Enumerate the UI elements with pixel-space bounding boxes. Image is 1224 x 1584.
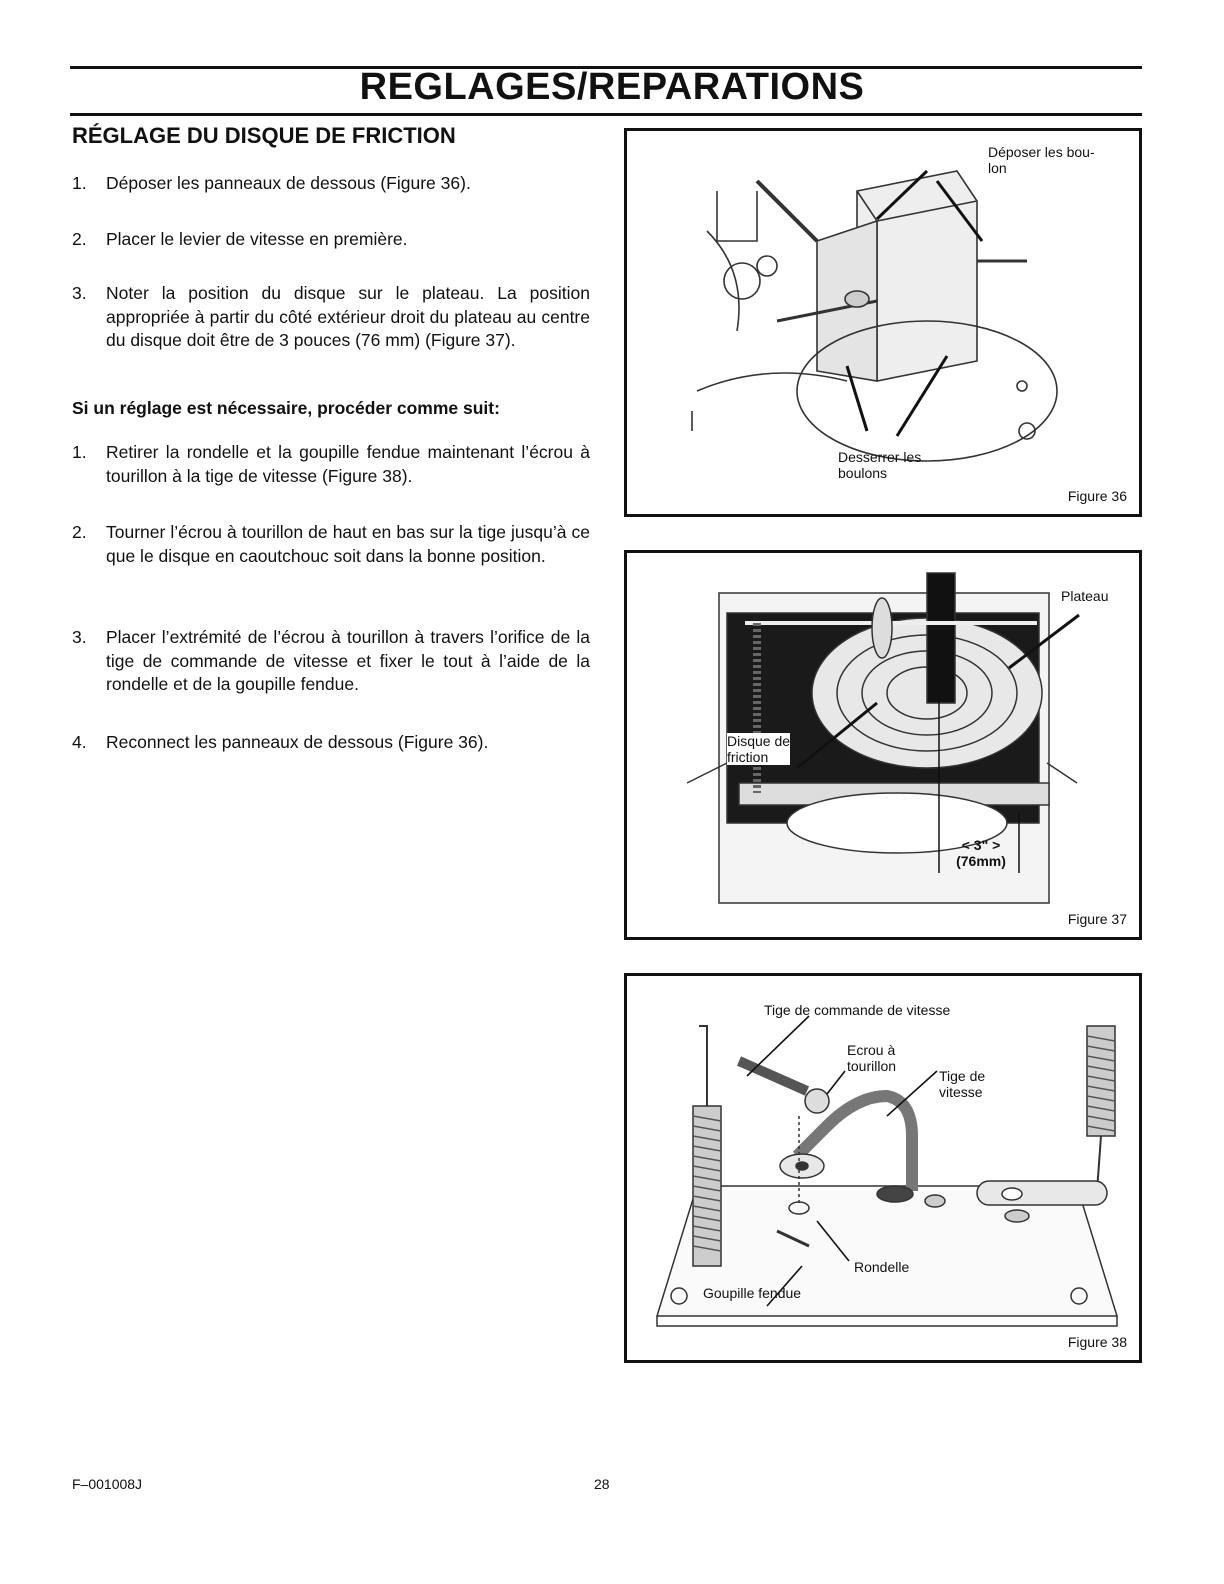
adjust-subheading: Si un réglage est nécessaire, procéder comme suit: bbox=[72, 398, 500, 418]
section-heading: RÉGLAGE DU DISQUE DE FRICTION bbox=[72, 123, 456, 148]
callout-plateau: Plateau bbox=[1061, 588, 1109, 604]
figure-36-label: Figure 36 bbox=[1067, 488, 1127, 504]
callout-remove-bolts: Déposer les bou- lon bbox=[988, 144, 1095, 176]
figure-38 bbox=[624, 973, 1142, 1363]
list-item: 3. Noter la position du disque sur le plateau. La position appropriée à partir du côté extérieur droit du plateau au centre du disque doit être de 3 pouces (76 mm) (Figure 37). bbox=[72, 283, 590, 350]
page-number: 28 bbox=[594, 1476, 610, 1492]
page-title: REGLAGES/REPARATIONS bbox=[359, 66, 865, 108]
figure-37 bbox=[624, 550, 1142, 940]
list-item: 4. Reconnect les panneaux de dessous (Figure 36). bbox=[72, 732, 489, 752]
callout-loosen-bolts: Desserrer les boulons bbox=[838, 449, 922, 481]
list-item: 2. Tourner l’écrou à tourillon de haut en bas sur la tige jusqu’à ce que le disque en caoutchouc soit dans la bonne position. bbox=[72, 522, 590, 566]
list-item: 3. Placer l’extrémité de l’écrou à tourillon à travers l’orifice de la tige de commande de vitesse et fixer le tout à l’aide de la rondelle et de la goupille fendue. bbox=[72, 627, 590, 694]
callout-washer: Rondelle bbox=[854, 1259, 910, 1275]
list-item: 1. Retirer la rondelle et la goupille fendue maintenant l’écrou à tourillon à la tige de vitesse (Figure 38). bbox=[72, 442, 590, 486]
figure-38-drawing bbox=[627, 976, 1139, 1360]
callout-speed-rod: Tige de vitesse bbox=[939, 1068, 986, 1100]
figure-38-label: Figure 38 bbox=[1067, 1334, 1127, 1350]
figure-37-label: Figure 37 bbox=[1067, 911, 1127, 927]
figure-37-drawing bbox=[627, 553, 1139, 937]
callout-speed-control-rod: Tige de commande de vitesse bbox=[764, 1002, 951, 1018]
document-code: F–001008J bbox=[72, 1476, 143, 1492]
callout-cotter-pin: Goupille fendue bbox=[703, 1285, 802, 1301]
dimension-inches: < 3" > bbox=[961, 837, 1001, 853]
list-item: 1. Déposer les panneaux de dessous (Figure 36). bbox=[72, 173, 471, 193]
callout-trunnion-nut: Ecrou à tourillon bbox=[847, 1042, 897, 1074]
list-item: 2. Placer le levier de vitesse en première. bbox=[72, 229, 408, 249]
header-bottom-rule bbox=[70, 113, 1142, 116]
callout-friction-disc: Disque de friction bbox=[727, 733, 791, 765]
dimension-label: < 3" > (76mm) bbox=[945, 837, 1017, 869]
figure-36 bbox=[624, 128, 1142, 517]
